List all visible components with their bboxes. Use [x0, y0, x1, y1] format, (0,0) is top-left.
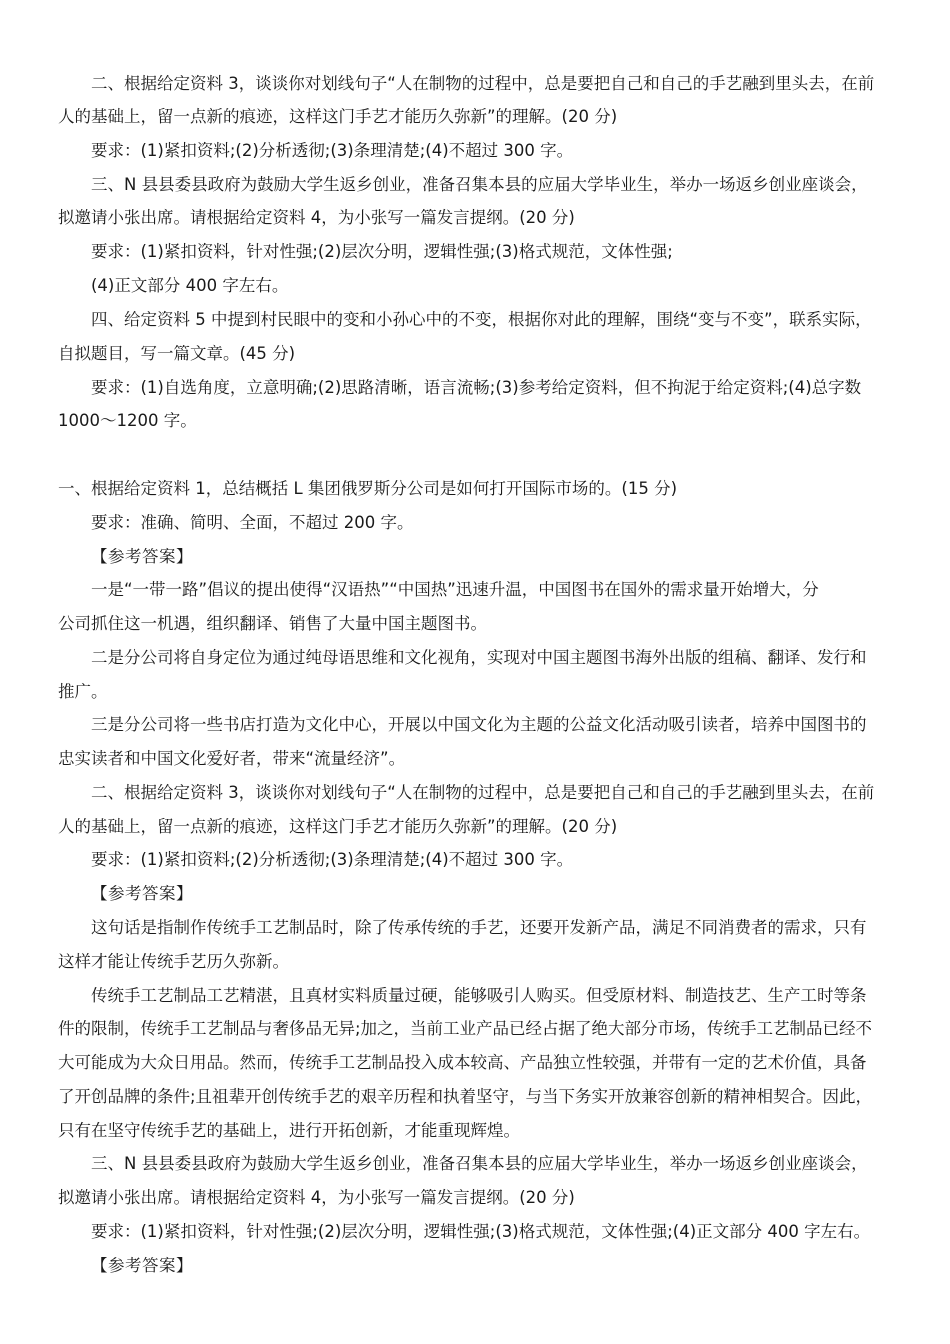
answer-q1-point-3-cont: 忠实读者和中国文化爱好者，带来“流量经济”。 — [58, 749, 406, 768]
question-4-requirements-cont: 1000～1200 字。 — [58, 411, 197, 430]
answer-q2-para-1: 这句话是指制作传统手工艺制品时，除了传承传统的手艺，还要开发新产品，满足不同消费者的需求，只有 — [91, 918, 867, 937]
answer-q2-requirements: 要求：(1)紧扣资料;(2)分析透彻;(3)条理清楚;(4)不超过 300 字。 — [91, 850, 574, 869]
answer-q3-title-cont: 拟邀请小张出席。请根据给定资料 4，为小张写一篇发言提纲。(20 分) — [58, 1188, 575, 1207]
answer-q3-title: 三、N 县县委县政府为鼓励大学生返乡创业，准备召集本县的应届大学毕业生，举办一场返乡创业座谈会， — [91, 1154, 868, 1173]
answer-q2-para-2-cont: 件的限制，传统手工艺制品与奢侈品无异;加之，当前工业产品已经占据了绝大部分市场，传统手工艺制品已经不 — [58, 1019, 873, 1038]
answer-q3-requirements: 要求：(1)紧扣资料，针对性强;(2)层次分明，逻辑性强;(3)格式规范，文体性强;(4)正文部分 400 字左右。 — [91, 1222, 871, 1241]
answer-q2-para-2-cont: 大可能成为大众日用品。然而，传统手工艺制品投入成本较高、产品独立性较强，并带有一定的艺术价值，具备 — [58, 1053, 867, 1072]
answer-q2-title-cont: 人的基础上，留一点新的痕迹，这样这门手艺才能历久弥新”的理解。(20 分) — [58, 817, 618, 836]
question-4-title: 四、给定资料 5 中提到村民眼中的变和小孙心中的不变，根据你对此的理解，围绕“变与不变”，联系实际， — [91, 310, 872, 329]
answer-q1-point-2-cont: 推广。 — [58, 682, 108, 701]
reference-answer-label: 【参考答案】 — [91, 547, 193, 566]
answer-q2-para-2-cont: 只有在坚守传统手艺的基础上，进行开拓创新，才能重现辉煌。 — [58, 1121, 520, 1140]
answer-q2-para-1-cont: 这样才能让传统手艺历久弥新。 — [58, 952, 289, 971]
answer-q1-point-1-cont: 公司抓住这一机遇，组织翻译、销售了大量中国主题图书。 — [58, 614, 487, 633]
question-4-title-cont: 自拟题目，写一篇文章。(45 分) — [58, 344, 296, 363]
answer-q2-para-2-cont: 了开创品牌的条件;且祖辈开创传统手艺的艰辛历程和执着坚守，与当下务实开放兼容创新的精神相契合。因此， — [58, 1087, 873, 1106]
question-2-requirements: 要求：(1)紧扣资料;(2)分析透彻;(3)条理清楚;(4)不超过 300 字。 — [91, 141, 574, 160]
answer-q1-title: 一、根据给定资料 1，总结概括 L 集团俄罗斯分公司是如何打开国际市场的。(15 分) — [58, 479, 678, 498]
answer-q2-title: 二、根据给定资料 3，谈谈你对划线句子“人在制物的过程中，总是要把自己和自己的手艺融到里头去，在前 — [91, 783, 875, 802]
reference-answer-label: 【参考答案】 — [91, 1256, 193, 1275]
reference-answer-label: 【参考答案】 — [91, 884, 193, 903]
question-4-requirements: 要求：(1)自选角度，立意明确;(2)思路清晰，语言流畅;(3)参考给定资料，但不拘泥于给定资料;(4)总字数 — [91, 378, 862, 397]
answer-q1-point-2: 二是分公司将自身定位为通过纯母语思维和文化视角，实现对中国主题图书海外出版的组稿、翻译、发行和 — [91, 648, 867, 667]
question-3-requirements: 要求：(1)紧扣资料，针对性强;(2)层次分明，逻辑性强;(3)格式规范，文体性强; — [91, 242, 673, 261]
question-3-title: 三、N 县县委县政府为鼓励大学生返乡创业，准备召集本县的应届大学毕业生，举办一场返乡创业座谈会， — [91, 175, 868, 194]
question-2-title: 二、根据给定资料 3，谈谈你对划线句子“人在制物的过程中，总是要把自己和自己的手艺融到里头去，在前 — [91, 74, 875, 93]
answer-q1-point-1: 一是“一带一路”倡议的提出使得“汉语热”“中国热”迅速升温，中国图书在国外的需求量开始增大，分 — [91, 580, 819, 599]
question-3-title-cont: 拟邀请小张出席。请根据给定资料 4，为小张写一篇发言提纲。(20 分) — [58, 208, 575, 227]
answer-q2-para-2: 传统手工艺制品工艺精湛，且真材实料质量过硬，能够吸引人购买。但受原材料、制造技艺、生产工时等条 — [91, 986, 867, 1005]
question-2-title-cont: 人的基础上，留一点新的痕迹，这样这门手艺才能历久弥新”的理解。(20 分) — [58, 107, 618, 126]
question-3-requirements-cont: (4)正文部分 400 字左右。 — [91, 276, 289, 295]
answer-q1-point-3: 三是分公司将一些书店打造为文化中心，开展以中国文化为主题的公益文化活动吸引读者，培养中国图书的 — [91, 715, 867, 734]
answer-q1-requirements: 要求：准确、简明、全面，不超过 200 字。 — [91, 513, 414, 532]
